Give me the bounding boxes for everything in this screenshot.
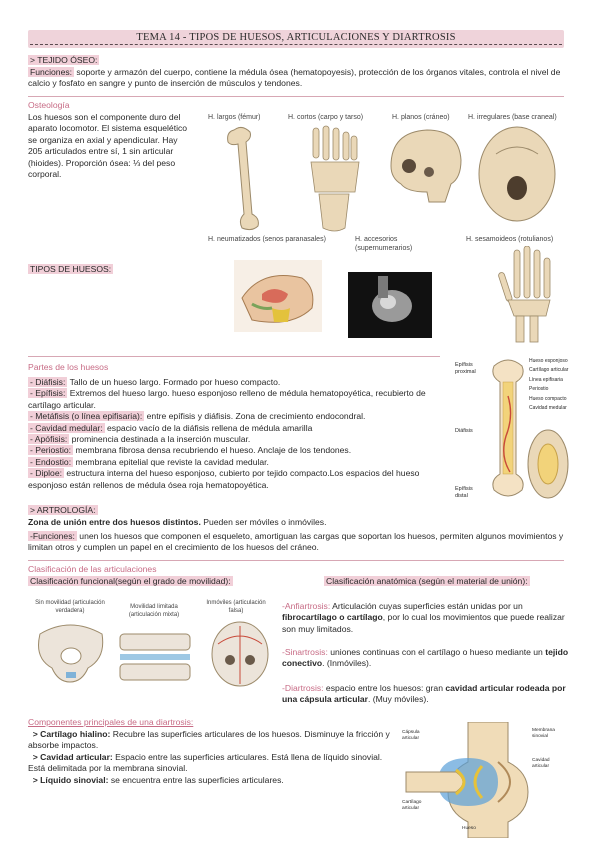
artro-funciones: -Funciones: unen los huesos que componen el esqueleto, amortiguan las cargas que soportan los huesos, permiten algunos movimientos y limitan otros y cumplen un papel en el crecimiento de los huesos del cráneo. bbox=[28, 531, 564, 553]
list-item: - Periostio: membrana fibrosa densa recubriendo el hueso. Anclaje de los tendones. bbox=[30, 445, 352, 456]
divider bbox=[28, 96, 564, 97]
bone-cross-section bbox=[526, 428, 570, 500]
partes-heading: Partes de los huesos bbox=[28, 362, 109, 372]
clasif-funcional: Clasificación funcional(según el grado de movilidad): bbox=[30, 576, 231, 586]
diagram-label-membrana: Membrana sinovial bbox=[532, 728, 555, 739]
hand-bones-image bbox=[496, 246, 560, 344]
diagram-label-hueso: Hueso bbox=[462, 826, 476, 831]
label-epifisis-proximal: Epífisis proximal bbox=[455, 362, 476, 375]
skull-base-image bbox=[476, 124, 558, 224]
bone-labels-right: Hueso esponjoso Cartílago articular Línea epifisaria Periostio Hueso compacto Cavidad medular bbox=[529, 358, 569, 412]
caption-sesamoideos: H. sesamoideos (rotulianos) bbox=[466, 236, 554, 243]
anfiartrosis-text: -Anfiartrosis: Articulación cuyas superficies están unidas por un fibrocartílago o cartílago, por lo cual los movimientos que puede realizar son muy limitados. bbox=[282, 601, 565, 634]
pelvis-image bbox=[34, 622, 108, 688]
partes-list bbox=[28, 377, 448, 491]
list-item: - Endostio: membrana epitelial que reviste la cavidad medular. bbox=[30, 456, 269, 467]
label-epifisis-distal: Epífisis distal bbox=[455, 486, 473, 499]
list-item: > Líquido sinovial: se encuentra entre las superficies articulares. bbox=[32, 774, 284, 785]
diagram-label-cavidad: Cavidad articular bbox=[532, 758, 550, 769]
tejido-funciones: Funciones: soporte y armazón del cuerpo, contiene la médula ósea (hematopoyesis), protección de los órganos vitales, controla el nivel de calcio y fosfato en sangre y punto de inserción de músculos y tendones. bbox=[28, 67, 561, 89]
componentes-list bbox=[28, 729, 390, 786]
divider bbox=[28, 560, 564, 561]
page-title: TEMA 14 - TIPOS DE HUESOS, ARTICULACIONES Y DIARTROSIS bbox=[30, 32, 562, 43]
skull-lateral-image bbox=[385, 126, 463, 206]
osteologia-text: Los huesos son el componente duro del aparato locomotor. El sistema esquelético se organiza en axial y apendicular. Hay 205 articulados entre sí, 1 sin articular (hioides). Proporción ósea: ⅓ del peso corporal. bbox=[28, 112, 188, 180]
list-item: - Diploe: estructura interna del hueso esponjoso, cubierto por tejido compacto.Los espacios del hueso esponjoso están rellenos de médula ósea roja hematopoyética. bbox=[28, 468, 420, 490]
long-bone-diagram bbox=[488, 356, 528, 506]
artro-heading: > ARTROLOGÍA: bbox=[30, 505, 96, 515]
label-diafisis: Diáfisis bbox=[455, 428, 473, 434]
joint-label-3: Inmóviles (articulación falsa) bbox=[206, 600, 266, 614]
skull-sutures-image bbox=[208, 620, 272, 692]
caption-accesorios: H. accesorios (supernumerarios) bbox=[355, 236, 413, 252]
sinartrosis-text: -Sinartrosis: uniones continuas con el cartílago o hueso mediante un tejido conectivo. (Inmóviles). bbox=[282, 647, 569, 669]
list-item: - Cavidad medular: espacio vacío de la diáfisis rellena de médula amarilla bbox=[30, 422, 313, 433]
title-underline bbox=[30, 44, 562, 45]
componentes-heading: Componentes principales de una diartrosis: bbox=[28, 717, 194, 727]
list-item: - Epífisis: Extremos del hueso largo. hueso esponjoso relleno de médula hematopoyética, recubierto de cartílago articular. bbox=[28, 388, 426, 410]
caption-neumatizados: H. neumatizados (senos paranasales) bbox=[208, 236, 326, 243]
list-item: > Cavidad articular: Espacio entre las superficies articulares. Está llena de líquido sinovial. Está delimitada por la membrana sinovial. bbox=[28, 751, 383, 774]
foot-bones-image bbox=[305, 124, 365, 234]
tipos-heading: TIPOS DE HUESOS: bbox=[30, 264, 112, 274]
diartrosis-text: -Diartrosis: espacio entre los huesos: gran cavidad articular rodeada por una cápsula articular. (Muy móviles). bbox=[282, 683, 566, 705]
caption-cortos: H. cortos (carpo y tarso) bbox=[288, 114, 364, 121]
diagram-label-capsula: Cápsula articular bbox=[402, 730, 420, 741]
tejido-heading: > TEJIDO ÓSEO: bbox=[30, 55, 98, 65]
osteologia-heading: Osteología bbox=[28, 100, 70, 110]
diagram-label-cartilago: Cartílago articular bbox=[402, 800, 422, 811]
clasif-anatomica: Clasificación anatómica (según el material de unión): bbox=[326, 576, 528, 586]
list-item: - Metáfisis (o línea epifisaria): entre epífisis y diáfisis. Zona de crecimiento endocondral. bbox=[30, 411, 366, 422]
list-item: - Apófisis: prominencia destinada a la inserción muscular. bbox=[30, 434, 251, 445]
caption-planos: H. planos (cráneo) bbox=[392, 114, 450, 121]
artro-definition: Zona de unión entre dos huesos distintos. Pueden ser móviles o inmóviles. bbox=[28, 517, 327, 527]
femur-image bbox=[222, 124, 262, 236]
joint-label-1: Sin movilidad (articulación verdadera) bbox=[35, 600, 105, 614]
list-item: - Diáfisis: Tallo de un hueso largo. Formado por hueso compacto. bbox=[30, 377, 281, 387]
caption-irregulares: H. irregulares (base craneal) bbox=[468, 114, 557, 121]
joint-label-2: Movilidad limitada (articulación mixta) bbox=[128, 604, 180, 618]
clasif-heading: Clasificación de las articulaciones bbox=[28, 564, 157, 574]
sinus-image bbox=[232, 258, 324, 334]
vertebrae-image bbox=[116, 624, 194, 686]
caption-largos: H. largos (fémur) bbox=[208, 114, 261, 121]
list-item: > Cartílago hialino: Recubre las superficies articulares de los huesos. Disminuye la fricción y absorbe impactos. bbox=[28, 729, 390, 751]
divider bbox=[28, 356, 440, 357]
xray-image bbox=[348, 272, 432, 338]
